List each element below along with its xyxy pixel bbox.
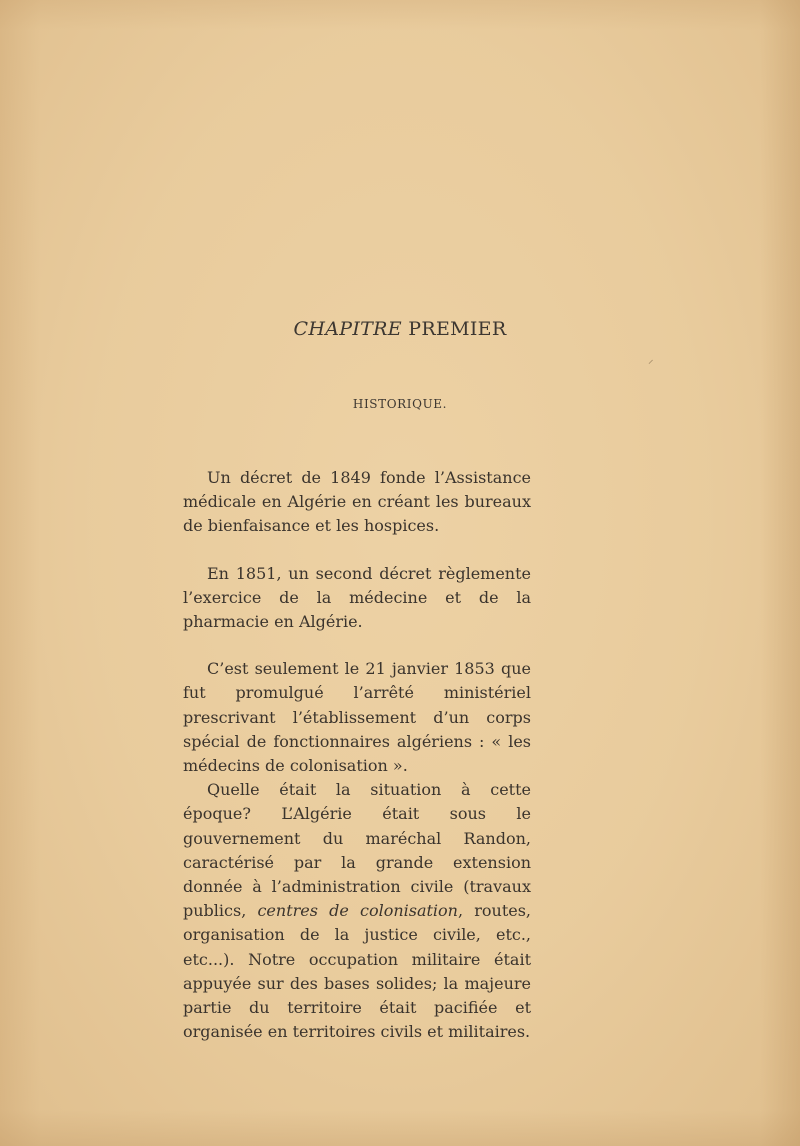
paragraph-4-end: , routes, organisation de la justice civile, etc., etc...). Notre occupation militaire était appuyée sur des bases solides; la majeure partie du territoire était pacifiée et organisée en territoires civils et militaires. bbox=[183, 901, 532, 1042]
paragraph-4-start: Quelle était la situation à cette époque? L’Algérie était sous le gouvernement du maréchal Randon, caractérisé par la grande extension donnée à l’administration civile (travaux publics, bbox=[183, 780, 531, 921]
pencil-mark: ⸝ bbox=[648, 353, 654, 366]
chapter-title bbox=[0, 318, 800, 340]
paragraph-1: Un décret de 1849 fonde l’Assistance médicale en Algérie en créant les bureaux de bienfaisance et les hospices. bbox=[183, 468, 531, 536]
paragraph-4-italic: centres de colonisation bbox=[257, 901, 458, 921]
section-title: HISTORIQUE. bbox=[352, 397, 448, 411]
paragraph-2: En 1851, un second décret règlemente l’exercice de la médecine et de la pharmacie en Algérie. bbox=[183, 563, 531, 632]
paragraph-3: C’est seulement le 21 janvier 1853 que fut promulgué l’arrêté ministériel prescrivant l’établissement d’un corps spécial de fonctionnaires algériens : « les médecins de colonisation ». bbox=[183, 659, 531, 776]
paragraph-4 bbox=[183, 778, 531, 1044]
chapter-word: CHAPITRE bbox=[293, 318, 402, 340]
body-text bbox=[183, 466, 531, 1044]
chapter-number: PREMIER bbox=[408, 318, 507, 340]
